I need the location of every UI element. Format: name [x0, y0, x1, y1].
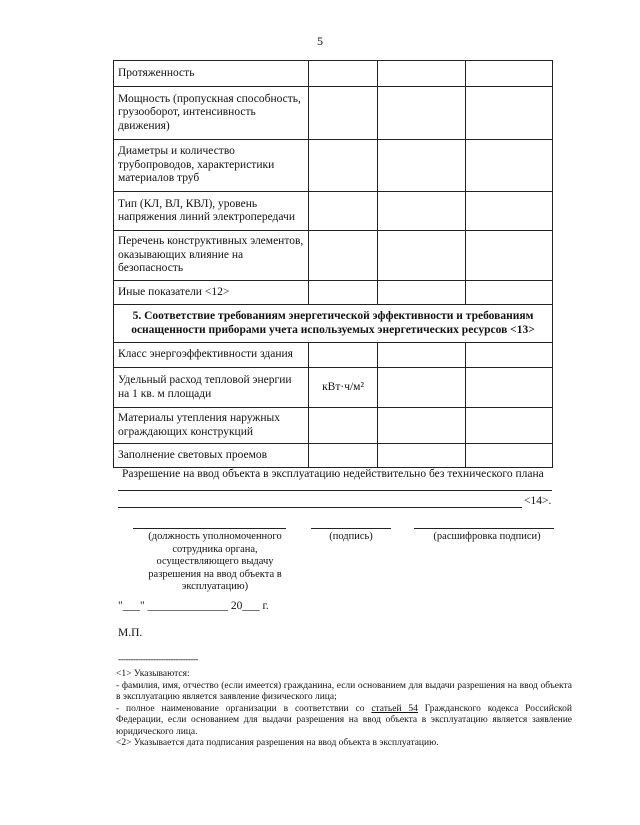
footnote-1-title: <1> Указываются: — [116, 669, 190, 679]
table-row — [114, 343, 553, 368]
unit-cell: кВт·ч/м² — [309, 368, 378, 408]
row-label: Мощность (пропускная способность, грузооборот, интенсивность движения) — [114, 87, 309, 140]
name-caption: (расшифровка подписи) — [433, 531, 541, 542]
table-row — [114, 192, 553, 231]
section-5-title: 5. Соответствие требованиям энергетической эффективности и требованиям оснащенности приборами учета используемых энергетических ресурсов <13> — [114, 305, 553, 343]
signature-line-signature — [311, 528, 391, 529]
section-heading-row — [114, 305, 553, 343]
row-label: Удельный расход тепловой энергии на 1 кв. м площади — [114, 368, 309, 408]
row-label: Класс энергоэффективности здания — [114, 343, 309, 368]
row-label: Протяженность — [114, 61, 309, 87]
row-label: Диаметры и количество трубопроводов, характеристики материалов труб — [114, 140, 309, 192]
table-row — [114, 231, 553, 281]
page-number: 5 — [317, 34, 323, 48]
date-line: "___" ______________ 20___ г. — [118, 600, 269, 612]
position-caption: (должность уполномоченного сотрудника органа, осуществляющего выдачу разрешения на ввод объекта в эксплуатацию) — [148, 531, 282, 592]
row-label: Тип (КЛ, ВЛ, КВЛ), уровень напряжения линий электропередачи — [114, 192, 309, 231]
civil-code-link[interactable]: статьей 54 — [371, 703, 418, 714]
blank-line — [118, 490, 552, 491]
table-row — [114, 444, 553, 468]
signature-line-position — [133, 528, 286, 529]
footnote-1-item — [116, 704, 572, 739]
signature-caption: (подпись) — [329, 531, 373, 542]
row-label: Материалы утепления наружных ограждающих конструкций — [114, 408, 309, 444]
blank-line — [118, 507, 522, 508]
table-row — [114, 87, 553, 140]
unit-cell — [309, 408, 378, 444]
table-row — [114, 281, 553, 305]
footnote-text: - полное наименование организации в соответствии со — [116, 703, 372, 714]
footnote-ref-14: <14>. — [524, 495, 552, 507]
technical-plan-statement: Разрешение на ввод объекта в эксплуатацию недействительно без технического плана — [122, 468, 544, 480]
row-label: Заполнение световых проемов — [114, 444, 309, 468]
seal-placeholder: М.П. — [118, 627, 143, 639]
table-row — [114, 408, 553, 444]
table-row — [114, 368, 553, 408]
footnotes — [116, 669, 572, 750]
signature-line-name — [414, 528, 554, 529]
footnote-divider: -------------------------------- — [118, 654, 198, 664]
unit-cell — [309, 343, 378, 368]
row-label: Иные показатели <12> — [114, 281, 309, 305]
table-row — [114, 140, 553, 192]
unit-cell — [309, 444, 378, 468]
table-row — [114, 61, 553, 87]
row-label: Перечень конструктивных элементов, оказывающих влияние на безопасность — [114, 231, 309, 281]
footnote-text: Гражданского кодекса Российской Федерации, если основанием для выдачи разрешения на ввод объекта в эксплуатацию является заявление юридического лица. — [116, 703, 572, 737]
characteristics-table — [113, 60, 553, 468]
footnote-1-item: - фамилия, имя, отчество (если имеется) гражданина, если основанием для выдачи разрешения на ввод объекта в эксплуатацию является заявление физического лица; — [116, 680, 572, 702]
footnote-2: <2> Указывается дата подписания разрешения на ввод объекта в эксплуатацию. — [116, 738, 439, 748]
